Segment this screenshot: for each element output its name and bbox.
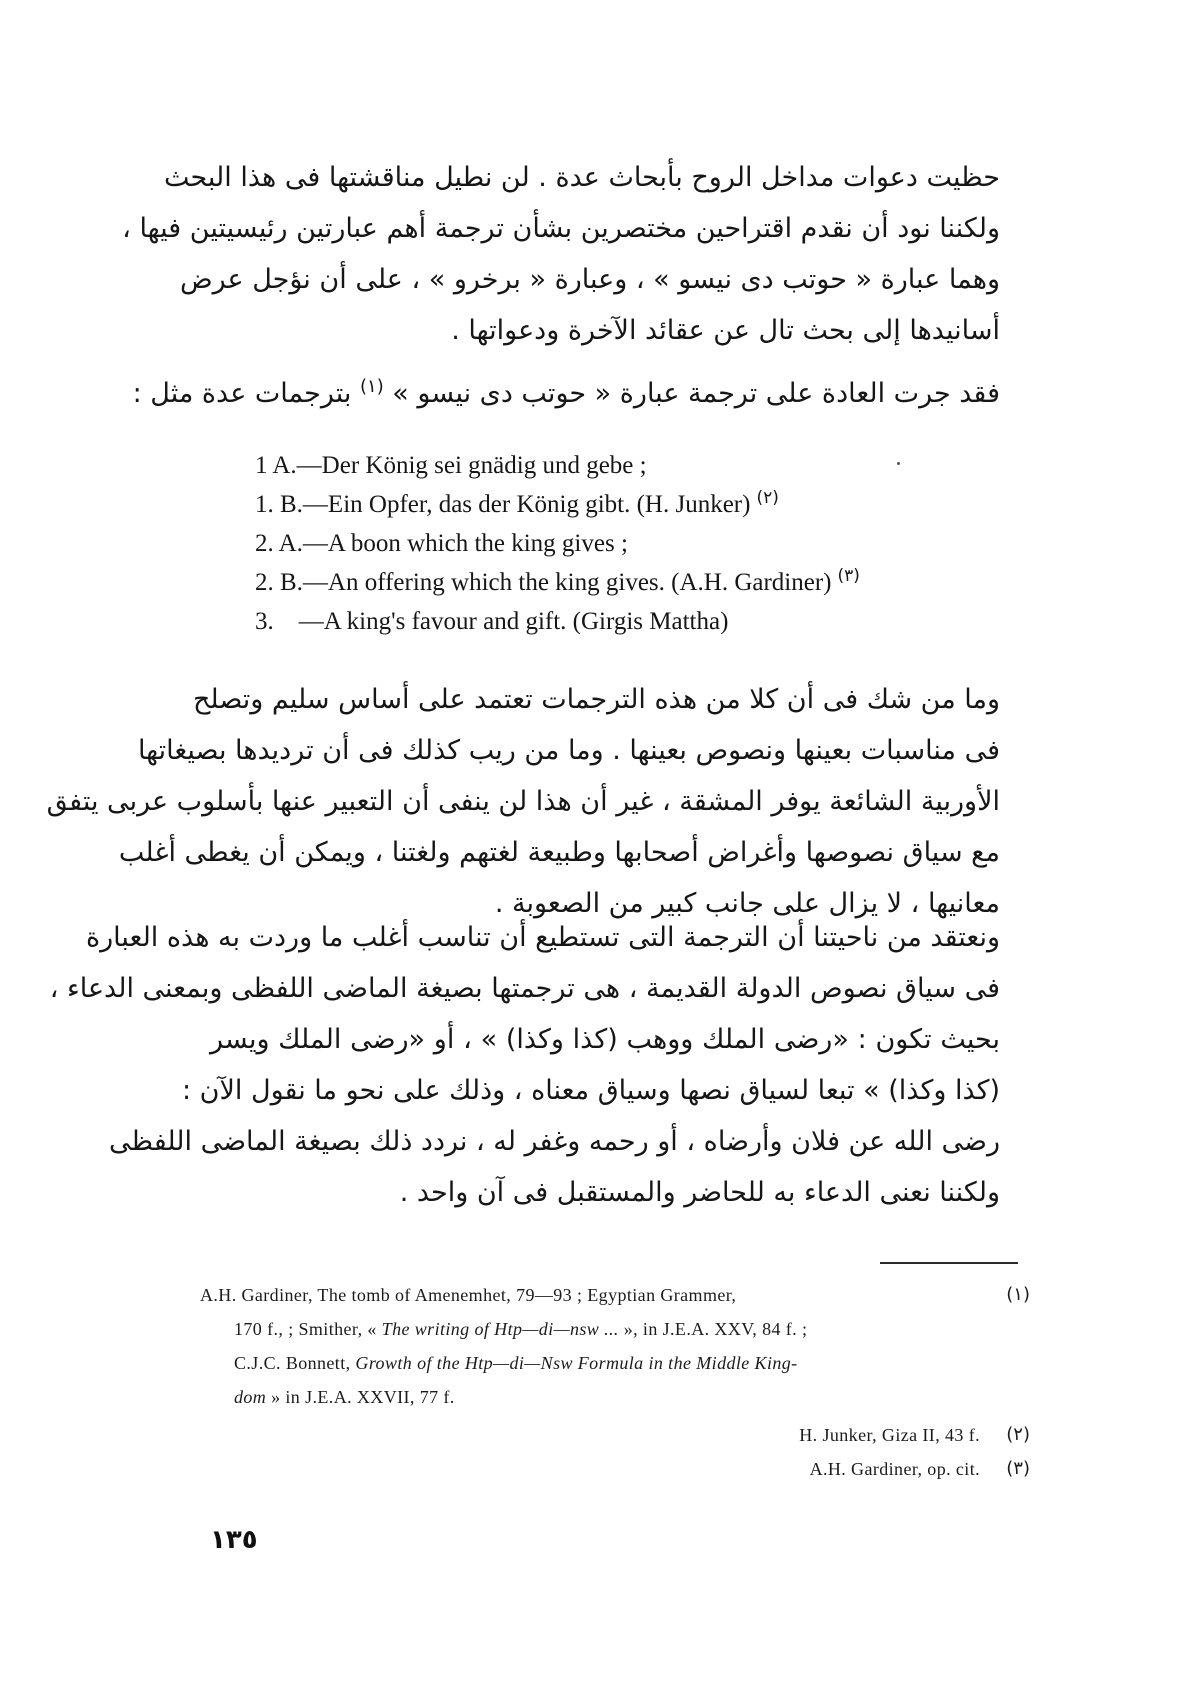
text-line: حظيت دعوات مداخل الروح بأبحاث عدة . لن نطيل مناقشتها فى هذا البحث (163, 162, 1000, 193)
footnote-line (200, 1380, 980, 1414)
footnote-ref-3: (٣) (837, 565, 860, 586)
lead-before: فقد جرت العادة على ترجمة عبارة « حوتب دى نيسو » (383, 378, 1000, 409)
paragraph-discussion (46, 674, 1000, 929)
paragraph-proposal (49, 912, 1000, 1218)
translation-item (255, 602, 975, 641)
translation-text: 3. —A king's favour and gift. (Girgis Mattha) (255, 608, 729, 635)
text-line (132, 368, 1000, 419)
footnote-ref-1: (١) (359, 376, 384, 397)
footnote-3 (200, 1452, 1030, 1486)
text-line: ولكننا نود أن نقدم اقتراحين مختصرين بشأن ترجمة أهم عبارتين رئيسيتين فيها ، (122, 213, 1000, 244)
footnote-text: H. Junker, Giza II, 43 f. (799, 1425, 980, 1445)
footnote-text (200, 1278, 1030, 1414)
text-line: فى سياق نصوص الدولة القديمة ، هى ترجمتها بصيغة الماضى اللفظى وبمعنى الدعاء ، (49, 973, 1000, 1004)
translation-item (255, 563, 975, 602)
footnote-line: A.H. Gardiner, The tomb of Amenemhet, 79—93 ; Egyptian Grammer, (200, 1285, 737, 1305)
footnote-title: dom (234, 1387, 267, 1407)
footnote-title: The writing of Htp—di—nsw ... (381, 1319, 619, 1339)
translation-text: 2. A.—A boon which the king gives ; (255, 530, 628, 557)
footnote-number: (٣) (1006, 1458, 1030, 1479)
translation-list (255, 446, 975, 641)
text-line: أسانيدها إلى بحث تال عن عقائد الآخرة ودعواتها . (451, 315, 1000, 346)
footnote-2 (200, 1418, 1030, 1452)
footnote-fragment: », in J.E.A. XXV, 84 f. ; (618, 1319, 808, 1339)
translation-text: 1 A.—Der König sei gnädig und gebe ; (255, 452, 647, 479)
translation-item (255, 485, 975, 524)
text-line: مع سياق نصوصها وأغراض أصحابها وطبيعة لغتهم ولغتنا ، ويمكن أن يغطى أغلب (118, 837, 1000, 868)
text-line: ولكننا نعنى الدعاء به للحاضر والمستقبل فى آن واحد . (399, 1177, 1000, 1208)
text-line: بحيث تكون : «رضى الملك ووهب (كذا وكذا) » ، أو «رضى الملك ويسر (210, 1024, 1000, 1055)
text-line: وهما عبارة « حوتب دى نيسو » ، وعبارة « برخرو » ، على أن نؤجل عرض (179, 264, 1000, 295)
translation-item (255, 524, 975, 563)
text-line: (كذا وكذا) » تبعا لسياق نصها وسياق معناه ، وذلك على نحو ما نقول الآن : (181, 1075, 1000, 1106)
footnote-ref-2: (٢) (756, 487, 779, 508)
footnote-line (200, 1312, 980, 1346)
translation-item (255, 446, 975, 485)
translation-text: 2. B.—An offering which the king gives. (A.H. Gardiner) (255, 569, 832, 596)
translation-text: 1. B.—Ein Opfer, das der König gibt. (H. Junker) (255, 491, 751, 518)
text-line: معانيها ، لا يزال على جانب كبير من الصعوبة . (494, 888, 1000, 919)
lead-after: بترجمات عدة مثل : (132, 378, 360, 409)
page-number: ١٣٥ (210, 1525, 258, 1555)
footnote-line (200, 1346, 980, 1380)
footnote-title: Growth of the Htp—di—Nsw Formula in the Middle King- (355, 1353, 798, 1373)
text-line: الأوربية الشائعة يوفر المشقة ، غير أن هذا لن ينفى أن التعبير عنها بأسلوب عربى يتفق (46, 786, 1000, 817)
footnote-fragment: 170 f., ; Smither, « (234, 1319, 382, 1339)
text-line: ونعتقد من ناحيتنا أن الترجمة التى تستطيع أن تناسب أغلب ما وردت به هذه العبارة (86, 922, 1000, 953)
text-line: فى مناسبات بعينها ونصوص بعينها . وما من ريب كذلك فى أن ترديدها بصيغاتها (137, 735, 1000, 766)
footnotes (200, 1278, 1030, 1486)
footnote-number: (١) (1006, 1284, 1030, 1305)
text-line: وما من شك فى أن كلا من هذه الترجمات تعتمد على أساس سليم وتصلح (192, 684, 1000, 715)
footnote-fragment: C.J.C. Bonnett, (234, 1353, 356, 1373)
footnote-number: (٢) (1006, 1424, 1030, 1445)
footnote-text: A.H. Gardiner, op. cit. (809, 1459, 980, 1479)
paragraph-intro (122, 152, 1000, 356)
footnote-1 (200, 1278, 1030, 1414)
footnote-divider (880, 1262, 1018, 1264)
footnote-fragment: » in J.E.A. XXVII, 77 f. (266, 1387, 455, 1407)
text-line: رضى الله عن فلان وأرضاه ، أو رحمه وغفر له ، نردد ذلك بصيغة الماضى اللفظى (109, 1126, 1000, 1157)
paragraph-translations-lead (132, 368, 1000, 419)
